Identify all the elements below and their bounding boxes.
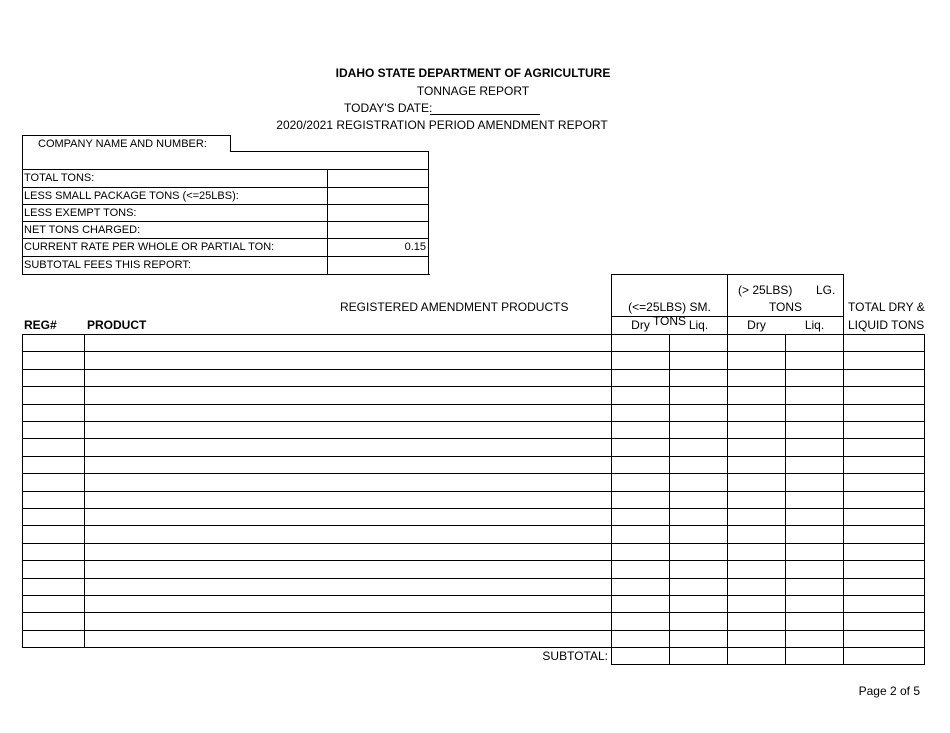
table-row[interactable]: [23, 474, 923, 489]
net-tons-label: NET TONS CHARGED:: [24, 224, 141, 236]
small-liq-header: Liq.: [688, 318, 709, 332]
col-reg-header: REG#: [24, 318, 57, 332]
table-row[interactable]: [23, 439, 923, 454]
section-title: REGISTERED AMENDMENT PRODUCTS: [340, 300, 569, 314]
subtotal-fees-label: SUBTOTAL FEES THIS REPORT:: [24, 259, 191, 271]
period-title: 2020/2021 REGISTRATION PERIOD AMENDMENT REPORT: [276, 118, 608, 132]
table-row[interactable]: [23, 579, 923, 594]
rate-value[interactable]: 0.15: [404, 241, 426, 253]
table-row[interactable]: [23, 352, 923, 367]
subtotal-label: SUBTOTAL:: [542, 649, 608, 663]
table-row[interactable]: [23, 509, 923, 524]
date-field[interactable]: [430, 114, 540, 115]
table-row[interactable]: [23, 526, 923, 541]
large-dry-header: Dry: [747, 318, 766, 332]
table-row[interactable]: [23, 631, 923, 646]
large-tons-header-a: (> 25LBS): [738, 283, 793, 297]
table-row[interactable]: [23, 335, 923, 350]
exempt-tons-label: LESS EXEMPT TONS:: [24, 207, 137, 219]
page-number: Page 2 of 5: [858, 684, 920, 698]
rate-label: CURRENT RATE PER WHOLE OR PARTIAL TON:: [24, 241, 275, 253]
table-row[interactable]: [23, 405, 923, 420]
table-row[interactable]: [23, 492, 923, 507]
total-header-a: TOTAL DRY &: [848, 300, 925, 314]
report-title: TONNAGE REPORT: [416, 84, 530, 98]
total-tons-label: TOTAL TONS:: [24, 172, 95, 184]
company-input[interactable]: [23, 152, 429, 169]
total-header-b: LIQUID TONS: [848, 318, 925, 332]
agency-title: IDAHO STATE DEPARTMENT OF AGRICULTURE: [335, 66, 611, 80]
large-liq-header: Liq.: [804, 318, 825, 332]
company-label: COMPANY NAME AND NUMBER:: [38, 138, 207, 150]
small-dry-header: Dry: [631, 318, 650, 332]
large-tons-header-c: TONS: [768, 300, 803, 314]
table-row[interactable]: [23, 596, 923, 611]
large-tons-header-b: LG.: [816, 283, 836, 297]
table-row[interactable]: [23, 370, 923, 385]
small-package-label: LESS SMALL PACKAGE TONS (<=25LBS):: [24, 190, 239, 202]
date-label: TODAY'S DATE:: [344, 101, 433, 115]
table-row[interactable]: [23, 544, 923, 559]
table-row[interactable]: [23, 387, 923, 402]
small-tons-header: (<=25LBS) SM. TONS: [628, 300, 711, 328]
table-row[interactable]: [23, 613, 923, 628]
table-row[interactable]: [23, 457, 923, 472]
table-row[interactable]: [23, 561, 923, 576]
col-product-header: PRODUCT: [87, 318, 147, 332]
table-row[interactable]: [23, 422, 923, 437]
